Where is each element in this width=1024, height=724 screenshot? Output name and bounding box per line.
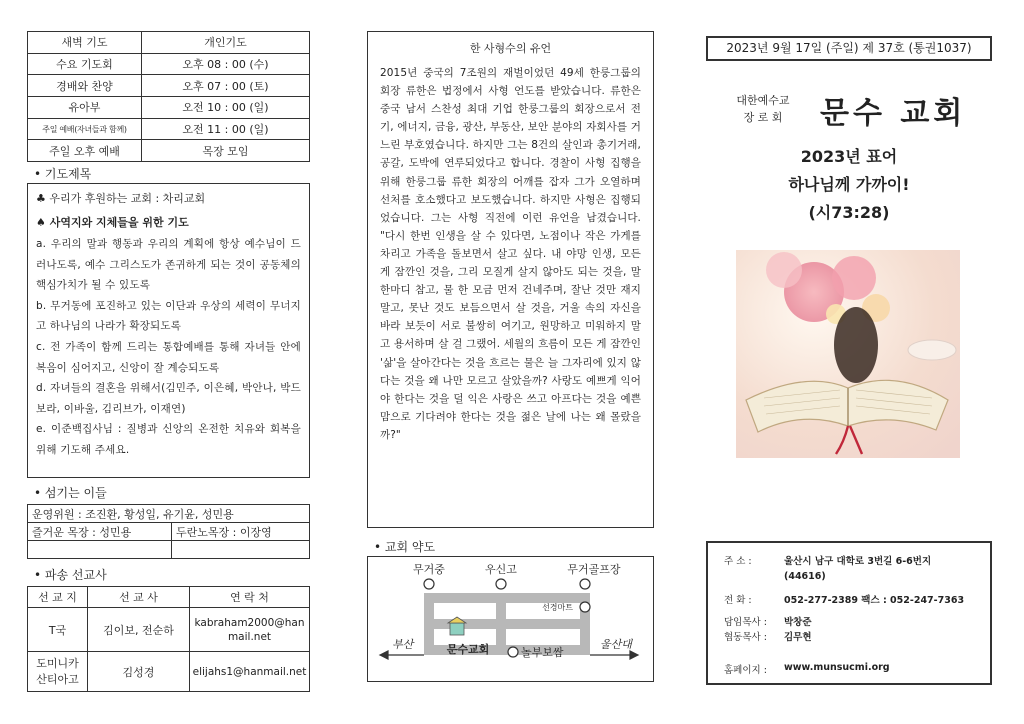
denomination-line: 장 로 회	[743, 111, 783, 124]
missionary-email: elijahs1@hanmail.net	[190, 652, 310, 692]
copastor-label: 협동목사 :	[724, 632, 767, 643]
homepage-label: 홈페이지 :	[724, 665, 767, 676]
schedule-name: 주일 오후 예배	[28, 140, 142, 162]
homepage-link[interactable]: www.munsucmi.org	[784, 662, 890, 673]
empty-cell	[172, 541, 310, 559]
servers-row	[28, 523, 310, 541]
schedule-name: 새벽 기도	[28, 32, 142, 54]
map-heading: • 교회 약도	[374, 538, 435, 555]
prayer-title: ♠ 사역지와 지체들을 위한 기도	[36, 216, 189, 229]
motto-line: (시73:28)	[808, 203, 890, 222]
zip-code: (44616)	[784, 571, 826, 582]
landmark-marker	[580, 602, 590, 612]
missionary-email: kabraham2000@hanmail.net	[190, 608, 310, 652]
pastor-name: 박창준	[784, 617, 812, 628]
road	[424, 593, 590, 603]
column-header: 선 교 사	[88, 587, 190, 608]
schedule-row	[28, 32, 310, 54]
story-box	[367, 31, 654, 528]
column-header: 선 교 지	[28, 587, 88, 608]
label-ulsan-univ: 울산대	[600, 638, 632, 651]
address-label: 주 소 :	[724, 556, 752, 567]
prayer-item: c. 전 가족이 함께 드리는 통합예배를 통해 자녀들 안에 복음이 심어지고, 신앙이 잘 계승되도록	[36, 340, 301, 374]
issue-date-box: 2023년 9월 17일 (주일) 제 37호 (통권1037)	[706, 36, 992, 61]
arrow-right-icon	[630, 651, 638, 659]
prayer-item: b. 무거동에 포진하고 있는 이단과 우상의 세력이 무너지고 하나님의 나라가 확장되도록	[36, 299, 301, 333]
group-leader: 두란노목장 : 이장영	[172, 523, 310, 541]
schedule-name: 경배와 찬양	[28, 75, 142, 97]
missionaries-heading: • 파송 선교사	[34, 566, 107, 583]
schedule-name: 유아부	[28, 97, 142, 119]
phone-label: 전 화 :	[724, 595, 752, 606]
schedule-row	[28, 53, 310, 75]
map-drawing	[368, 557, 653, 681]
denomination-line: 대한예수교	[736, 94, 790, 107]
year-motto	[706, 143, 992, 227]
schedule-row	[28, 97, 310, 119]
missionaries-table	[27, 586, 310, 692]
schedule-time: 목장 모임	[142, 140, 310, 162]
label-usin-high-school: 우신고	[485, 563, 517, 576]
schedule-row	[28, 75, 310, 97]
landmark-marker	[496, 579, 506, 589]
address-value: 울산시 남구 대학로 3번길 6-6번지	[784, 556, 932, 567]
schedule-row	[28, 118, 310, 140]
schedule-time: 개인기도	[142, 32, 310, 54]
label-mart: 선경마트	[542, 603, 573, 612]
prayer-heading: • 기도제목	[34, 165, 91, 182]
prayer-box	[27, 183, 310, 478]
motto-line: 하나님께 가까이!	[788, 175, 910, 194]
label-nolbu: 놀부보쌈	[521, 646, 564, 659]
committee-members: 운영위원 : 조진환, 황성일, 유기윤, 성민용	[28, 505, 310, 523]
column-header: 연 락 처	[190, 587, 310, 608]
sponsor-church: ♣ 우리가 후원하는 교회 : 차리교회	[36, 192, 206, 205]
empty-cell	[28, 541, 172, 559]
pastor-label: 담임목사 :	[724, 617, 767, 628]
schedule-time: 오후 08 : 00 (수)	[142, 53, 310, 75]
landmark-marker	[424, 579, 434, 589]
arrow-left-icon	[380, 651, 388, 659]
bible-flowers-image	[736, 250, 960, 458]
missionary-row	[28, 608, 310, 652]
prayer-item: e. 이준백집사님 : 질병과 신앙의 온전한 치유와 회복을 위해 기도해 주세요.	[36, 423, 301, 456]
schedule-time: 오전 10 : 00 (일)	[142, 97, 310, 119]
mission-place: T국	[28, 608, 88, 652]
schedule-time: 오후 07 : 00 (토)	[142, 75, 310, 97]
prayer-item: a. 우리의 말과 행동과 우리의 계획에 항상 예수님이 드러나도록, 예수 그리스도가 존귀하게 되는 것이 공동체의 핵심가치가 될 수 있도록	[36, 238, 301, 292]
phone-value: 052-277-2389 팩스 : 052-247-7363	[784, 595, 965, 606]
missionary-names: 김성경	[88, 652, 190, 692]
servers-heading: • 섬기는 이들	[34, 484, 107, 501]
prayer-item: d. 자녀들의 결혼을 위해서(김민주, 이은혜, 박안나, 박드보라, 이바울, 김리브가, 이재연)	[36, 382, 301, 415]
denomination	[723, 92, 803, 126]
church-map	[367, 556, 654, 682]
landmark-marker	[508, 647, 518, 657]
mission-place: 도미니카 산티아고	[28, 652, 88, 692]
label-busan: 부산	[392, 638, 414, 651]
schedule-row	[28, 140, 310, 162]
label-mugeo-middle-school: 무거중	[413, 563, 445, 576]
worship-schedule-table	[27, 31, 310, 162]
church-info-box	[706, 541, 992, 685]
servers-row	[28, 505, 310, 523]
church-name: 문수 교회	[820, 96, 967, 131]
motto-line: 2023년 표어	[800, 147, 898, 166]
landmark-marker	[580, 579, 590, 589]
copastor-name: 김무현	[784, 632, 812, 643]
label-golf-course: 무거골프장	[567, 563, 621, 576]
group-leader: 즐거운 목장 : 성민용	[28, 523, 172, 541]
schedule-name: 주일 예배(자녀들과 함께)	[28, 118, 142, 140]
road	[424, 619, 590, 629]
bible-photo	[736, 250, 960, 458]
servers-row	[28, 541, 310, 559]
schedule-name: 수요 기도회	[28, 53, 142, 75]
servers-table	[27, 504, 310, 559]
missionary-row	[28, 652, 310, 692]
prayer-list	[36, 234, 301, 461]
story-body: 2015년 중국의 7조원의 재벌이었던 49세 한룽그룹의 회장 류한은 법정에서 사형 언도를 받았습니다. 류한은 중국 남서 스찬성 최대 기업 한룽그룹의 회장으로서 전기, 에너지, 금융, 광산, 부동산, 보안 분야의 자회사를 거느린 부호였습니다. 하지만 그는 8건의 살인과 총기거래, 공갈, 도박에 연루되었다고 합니다. 경찰이 사형 집행을 위해 한룽그룹 류한 회장의 어깨를 잡자 그가 오열하며 선처를 호소했다고 보도했습니다. 하지만 사형은 집행되었습니다. 그는 사형 직전에 이런 유언을 남겼습니다. "다시 한번 인생을 살 수 있다면, 노점이나 작은 가게를 차리고 가족을 돌보면서 살고 싶다. 내 야망 인생, 모든 게 잠깐인 것을, 그리 모질게 살지 않아도 되는 것을, 말 한마디 참고, 물 한 모금 먼저 건네주며, 잘난 것만 재지 말고, 못난 것도 보듬으면서 살 것을, 거울 속의 자신을 바라 보듯이 서로 불쌍히 여기고, 원망하고 미워하지 말고 용서하며 살 걸 그랬어. 세월의 흐름이 모든 게 잠깐인 '삶'을 살아간다는 것을 흐르는 물은 늘 그자리에 있지 않다는 것을 왜 나만 모르고 살았을까? 사랑도 예쁘게 익어야 한다는 것을 덜 익은 사랑은 쓰고 아프다는 것을 예쁜 맘으로 기다려야 한다는 것을 젊은 날에 나는 왜 몰랐을까?"	[380, 67, 641, 441]
schedule-time: 오전 11 : 00 (일)	[142, 118, 310, 140]
missionaries-header-row	[28, 587, 310, 608]
story-title: 한 사형수의 유언	[469, 42, 552, 55]
missionary-names: 김이보, 전순하	[88, 608, 190, 652]
label-church: 문수교회	[446, 643, 490, 656]
